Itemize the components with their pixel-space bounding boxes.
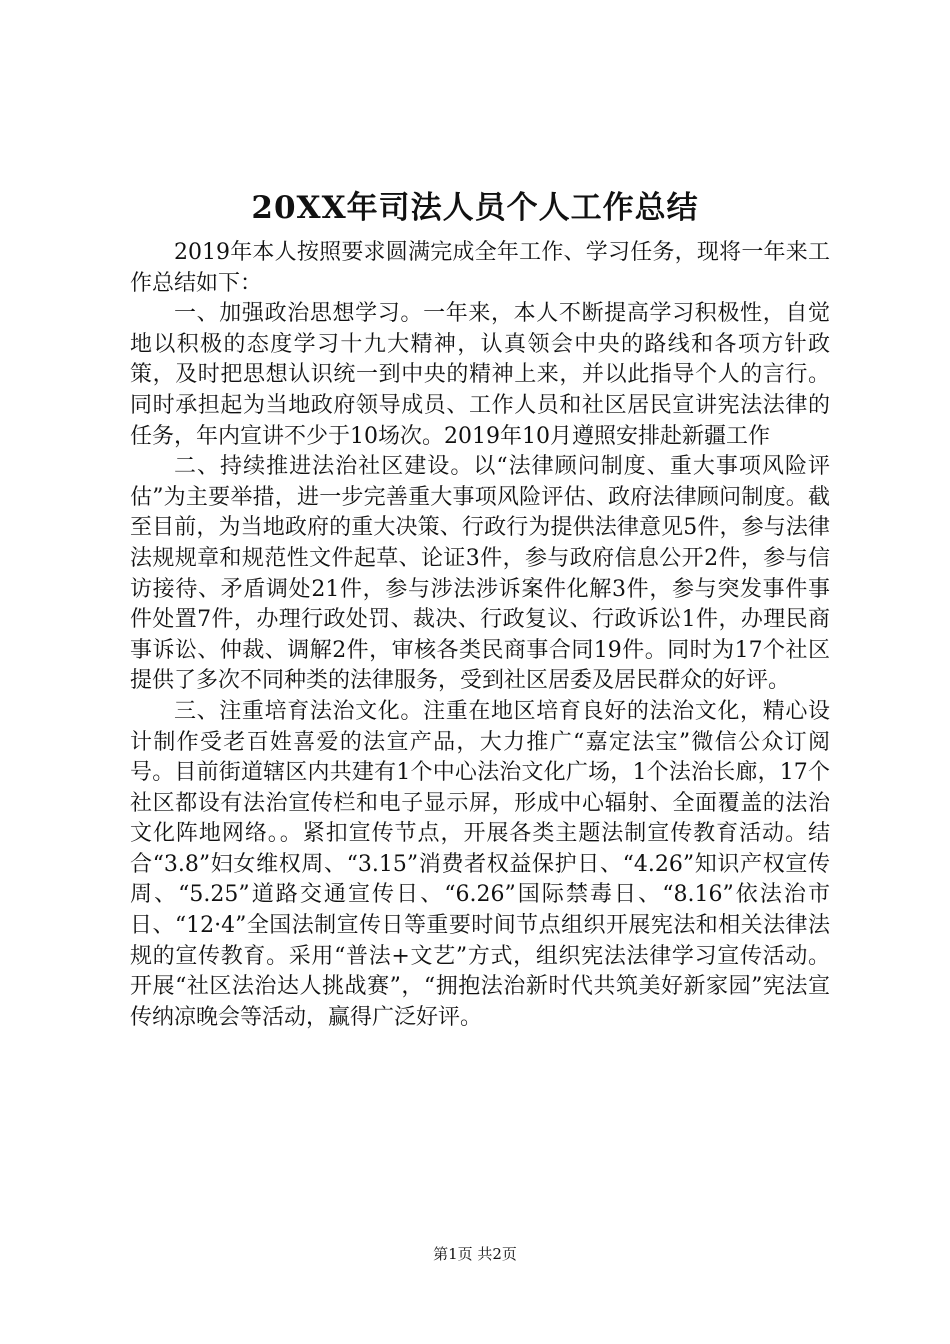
paragraph-political-study: 一、加强政治思想学习。一年来，本人不断提高学习积极性，自觉地以积极的态度学习十九大精神，认真领会中央的路线和各项方针政策，及时把思想认识统一到中央的精神上来，并以此指导个人的言行。同时承担起为当地政府领导成员、工作人员和社区居民宣讲宪法法律的任务，年内宣讲不少于10场次。2019年10月遵照安排赴新疆工作: [130, 301, 830, 449]
page-number-footer: 第1页 共2页: [433, 1245, 517, 1263]
paragraph-rule-of-law-culture: 三、注重培育法治文化。注重在地区培育良好的法治文化，精心设计制作受老百姓喜爱的法宣产品，大力推广“嘉定法宝”微信公众订阅号。目前街道辖区内共建有1个中心法治文化广场，1个法治长廊，17个社区都设有法治宣传栏和电子显示屏，形成中心辐射、全面覆盖的法治文化阵地网络。。紧扣宣传节点，开展各类主题法制宣传教育活动。结合“3.8”妇女维权周、“3.15”消费者权益保护日、“4.26”知识产权宣传周、“5.25”道路交通宣传日、“6.26”国际禁毒日、“8.16”依法治市日、“12·4”全国法制宣传日等重要时间节点组织开展宪法和相关法律法规的宣传教育。采用“普法+文艺”方式，组织宪法法律学习宣传活动。开展“社区法治达人挑战赛”，“拥抱法治新时代共筑美好新家园”宪法宣传纳凉晚会等活动，赢得广泛好评。: [130, 698, 830, 1030]
paragraph-rule-of-law-community: 二、持续推进法治社区建设。以“法律顾问制度、重大事项风险评估”为主要举措，进一步完善重大事项风险评估、政府法律顾问制度。截至目前，为当地政府的重大决策、行政行为提供法律意见5件，参与法律法规规章和规范性文件起草、论证3件，参与政府信息公开2件，参与信访接待、矛盾调处21件，参与涉法涉诉案件化解3件，参与突发事件事件处置7件，办理行政处罚、裁决、行政复议、行政诉讼1件，办理民商事诉讼、仲裁、调解2件，审核各类民商事合同19件。同时为17个社区提供了多次不同种类的法律服务，受到社区居委及居民群众的好评。: [130, 454, 830, 694]
paragraph-intro: 2019年本人按照要求圆满完成全年工作、学习任务，现将一年来工作总结如下：: [130, 240, 830, 296]
document-title: 20XX年司法人员个人工作总结: [251, 190, 699, 226]
document-body: [130, 238, 830, 1033]
